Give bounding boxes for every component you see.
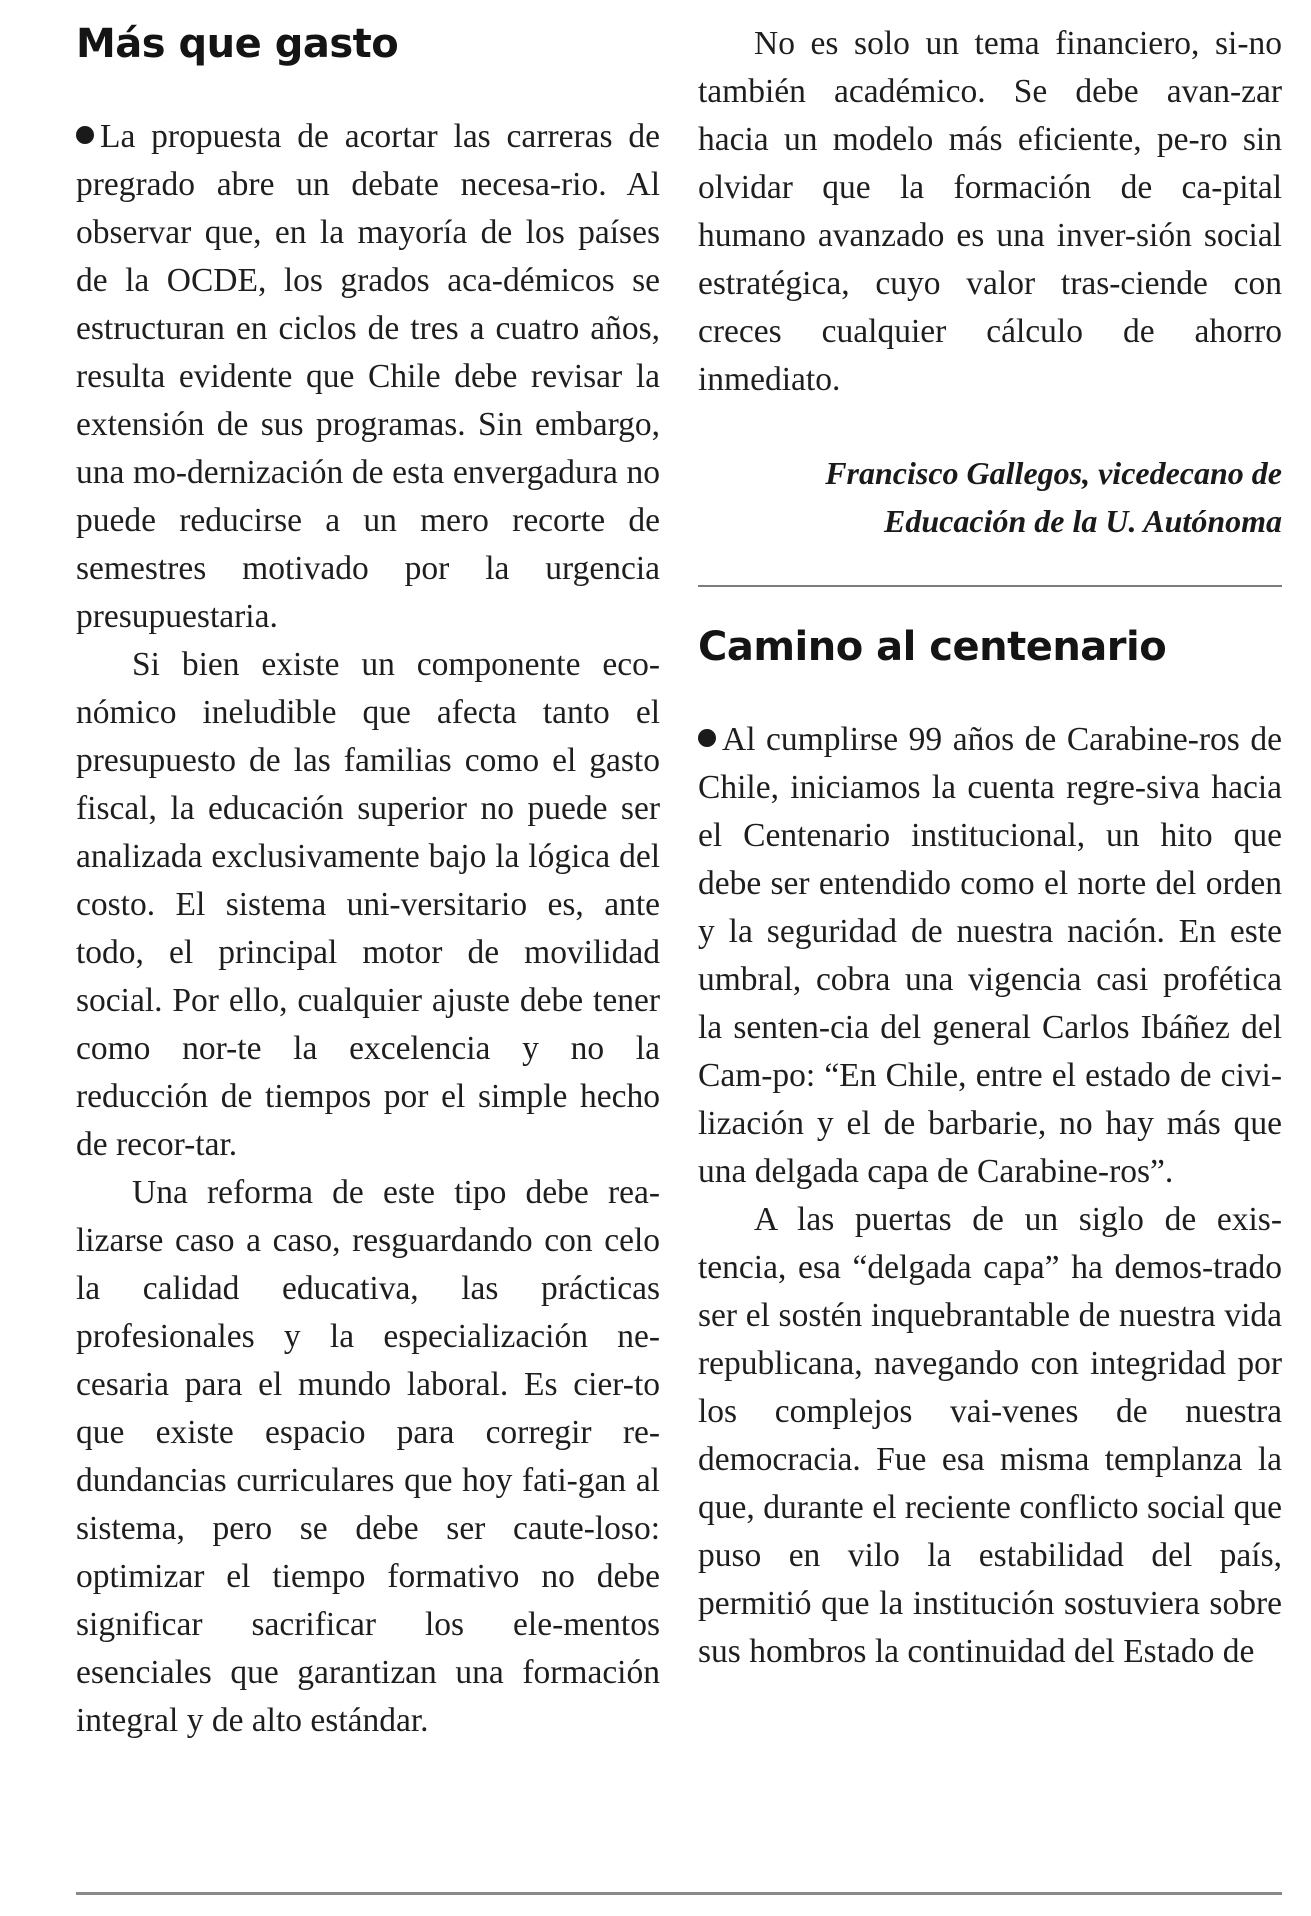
bullet-icon xyxy=(76,126,94,144)
article1-paragraph-2: Si bien existe un componente eco-nómico ineludible que afecta tanto el presupuesto de las familias como el gasto fiscal, la educación superior no puede ser analizada exclusivamente bajo la lógica del costo. El sistema uni-versitario es, ante todo, el principal motor de movilidad social. Por ello, cualquier ajuste debe tener como nor-te la excelencia y no la reducción de tiempos por el simple hecho de recor-tar. xyxy=(76,646,660,1163)
signature-line-1: Francisco Gallegos, vicedecano de xyxy=(825,455,1282,491)
bottom-rule xyxy=(76,1892,1282,1895)
left-column xyxy=(76,20,660,1745)
article2-body xyxy=(698,716,1282,1676)
newspaper-page xyxy=(76,20,1282,1900)
article1-body xyxy=(76,113,660,1745)
article2-title: Camino al centenario xyxy=(698,624,1167,670)
section-divider xyxy=(698,585,1282,587)
article1-title: Más que gasto xyxy=(76,21,399,67)
right-column xyxy=(698,20,1282,1676)
bullet-icon xyxy=(698,729,716,747)
article1-paragraph-4: No es solo un tema financiero, si-no también académico. Se debe avan-zar hacia un modelo más eficiente, pe-ro sin olvidar que la formación de ca-pital humano avanzado es una inver-sión social estratégica, cuyo valor tras-ciende con creces cualquier cálculo de ahorro inmediato. xyxy=(698,25,1282,398)
article1-paragraph-3: Una reforma de este tipo debe rea-lizarse caso a caso, resguardando con celo la calidad educativa, las prácticas profesionales y la especialización ne-cesaria para el mundo laboral. Es cier-to que existe espacio para corregir re-dundancias curriculares que hoy fati-gan al sistema, pero se debe ser caute-loso: optimizar el tiempo formativo no debe significar sacrificar los ele-mentos esenciales que garantizan una formación integral y de alto estándar. xyxy=(76,1174,660,1739)
article1-paragraph-1: La propuesta de acortar las carreras de pregrado abre un debate necesa-rio. Al observar que, en la mayoría de los países de la OCDE, los grados aca-démicos se estructuran en ciclos de tres a cuatro años, resulta evidente que Chile debe revisar la extensión de sus programas. Sin embargo, una mo-dernización de esta envergadura no puede reducirse a un mero recorte de semestres motivado por la urgencia presupuestaria. xyxy=(76,118,660,635)
signature-line-2: Educación de la U. Autónoma xyxy=(884,503,1282,539)
article1-continuation xyxy=(698,20,1282,404)
article2-paragraph-2: A las puertas de un siglo de exis-tencia, esa “delgada capa” ha demos-trado ser el sostén inquebrantable de nuestra vida republicana, navegando con integridad por los complejos vai-venes de nuestra democracia. Fue esa misma templanza la que, durante el reciente conflicto social que puso en vilo la estabilidad del país, permitió que la institución sostuviera sobre sus hombros la continuidad del Estado de xyxy=(698,1201,1282,1670)
article1-signature xyxy=(698,449,1282,545)
article2-paragraph-1: Al cumplirse 99 años de Carabine-ros de Chile, iniciamos la cuenta regre-siva hacia el Centenario institucional, un hito que debe ser entendido como el norte del orden y la seguridad de nuestra nación. En este umbral, cobra una vigencia casi profética la senten-cia del general Carlos Ibáñez del Cam-po: “En Chile, entre el estado de civi-lización y el de barbarie, no hay más que una delgada capa de Carabine-ros”. xyxy=(698,721,1282,1190)
